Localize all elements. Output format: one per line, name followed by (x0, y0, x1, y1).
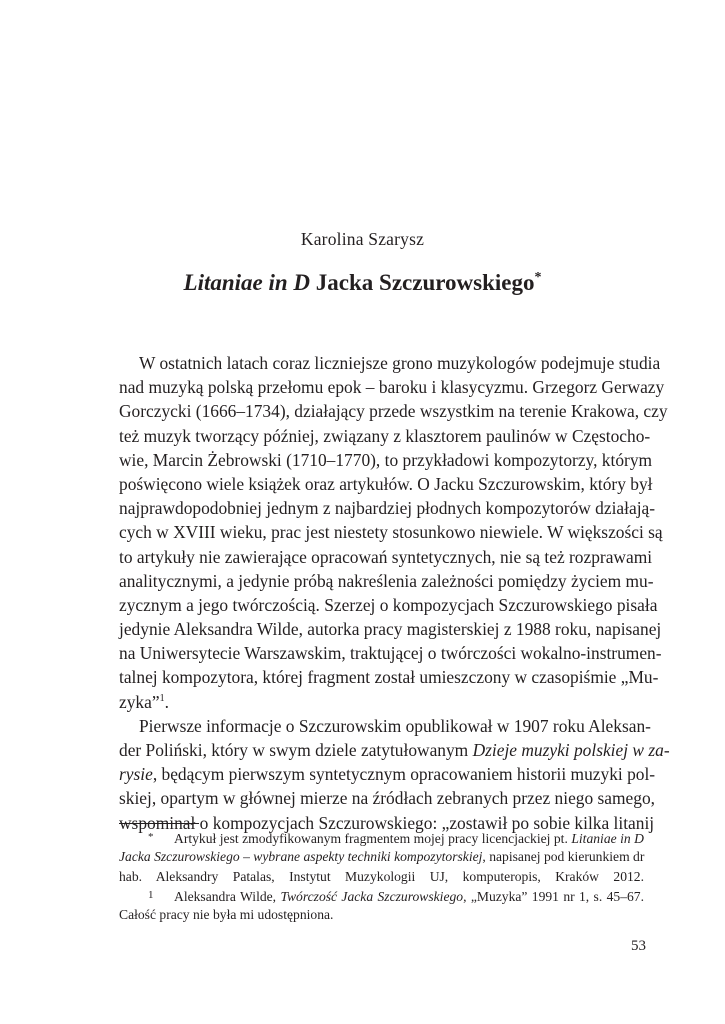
title-roman-part: Jacka Szczurowskiego (310, 270, 535, 295)
body-line (119, 738, 670, 762)
body-line: wspominał o kompozycjach Szczurowskiego: „zostawił po sobie kilka litanij (119, 812, 655, 833)
body-line: skiej, opartym w głównej mierze na źródłach zebranych przez niego samego, (119, 788, 655, 809)
footnote-star-line (119, 828, 644, 847)
footnote-italic: Litaniae in D (571, 831, 644, 846)
body-line: poświęcono wiele książek oraz artykułów. O Jacku Szczurowskim, który był (119, 473, 653, 494)
footnote-ref-1: 1 (159, 692, 165, 704)
body-line-text: , będącym pierwszym syntetycznym opracowaniem historii muzyki pol- (152, 764, 656, 785)
body-line: nad muzyką polską przełomu epok – baroku i klasycyzmu. Grzegorz Gerwazy (119, 377, 665, 398)
footnote-1-line: Całość pracy nie była mi udostępniona. (119, 907, 334, 923)
cited-title-italic: Dzieje muzyki polskiej w za- (472, 740, 670, 760)
body-line: Pierwsze informacje o Szczurowskim opublikował w 1907 roku Aleksan- (139, 715, 651, 736)
footnote-text: Aleksandra Wilde, (174, 888, 281, 904)
body-line (119, 762, 656, 786)
body-line-text: der Poliński, który w swym dziele zatytułowanym (119, 740, 473, 760)
body-line: zycznym a jego twórczością. Szerzej o kompozycjach Szczurowskiego pisała (119, 594, 658, 615)
footnote-star-mark: * (148, 831, 154, 843)
footnote-text: , „Muzyka” 1991 nr 1, s. 45–67. (463, 888, 644, 904)
body-line: najprawdopodobniej jednym z najbardziej płodnych kompozytorów działają- (119, 498, 656, 519)
body-line: analitycznymi, a jedynie próbą nakreślenia zależności pomiędzy życiem mu- (119, 570, 654, 591)
footnote-star-line: hab. Aleksandry Patalas, Instytut Muzykologii UJ, komputeropis, Kraków 2012. (119, 868, 644, 884)
title-footnote-mark: * (534, 270, 542, 285)
body-line: na Uniwersytecie Warszawskim, traktującej o twórczości wokalno-instrumen- (119, 643, 662, 664)
footnote-separator (119, 823, 199, 824)
footnote-1-line (119, 886, 644, 905)
body-line: talnej kompozytora, której fragment został umieszczony w czasopiśmie „Mu- (119, 667, 659, 688)
cited-title-italic: rysie (119, 764, 153, 785)
footnote-italic: Jacka Szczurowskiego – wybrane aspekty techniki kompozytorskiej (119, 849, 483, 865)
body-line: Gorczycki (1666–1734), działający przede wszystkim na terenie Krakowa, czy (119, 401, 668, 422)
article-title (0, 270, 725, 296)
footnote-text: , napisanej pod kierunkiem dr (482, 849, 645, 865)
footnote-text: Artykuł jest zmodyfikowanym fragmentem mojej pracy licencjackiej pt. (174, 831, 572, 846)
footnote-italic: Twórczość Jacka Szczurowskiego (280, 888, 464, 904)
footnote-star-line (119, 847, 644, 866)
body-line-text: zyka” (119, 691, 160, 712)
body-line: to artykuły nie zawierające opracowań syntetycznych, nie są też rozprawami (119, 546, 653, 567)
body-line: wie, Marcin Żebrowski (1710–1770), to przykładowi kompozytorzy, którym (119, 449, 653, 470)
title-italic-part: Litaniae in D (183, 270, 311, 295)
footnote-1-mark: 1 (148, 888, 154, 901)
page-number: 53 (631, 938, 646, 954)
body-line: W ostatnich latach coraz liczniejsze grono muzykologów podejmuje studia (139, 353, 661, 373)
body-text (119, 351, 670, 835)
body-line-end: . (164, 691, 169, 712)
body-line (119, 690, 644, 714)
footnotes (119, 828, 644, 924)
body-line: cych w XVIII wieku, prac jest niestety stosunkowo niewiele. W większości są (119, 522, 663, 543)
body-line: też muzyk tworzący później, związany z klasztorem paulinów w Częstocho- (119, 425, 651, 446)
body-line: jedynie Aleksandra Wilde, autorka pracy magisterskiej z 1988 roku, napisanej (119, 619, 662, 640)
article-author: Karolina Szarysz (300, 229, 425, 249)
